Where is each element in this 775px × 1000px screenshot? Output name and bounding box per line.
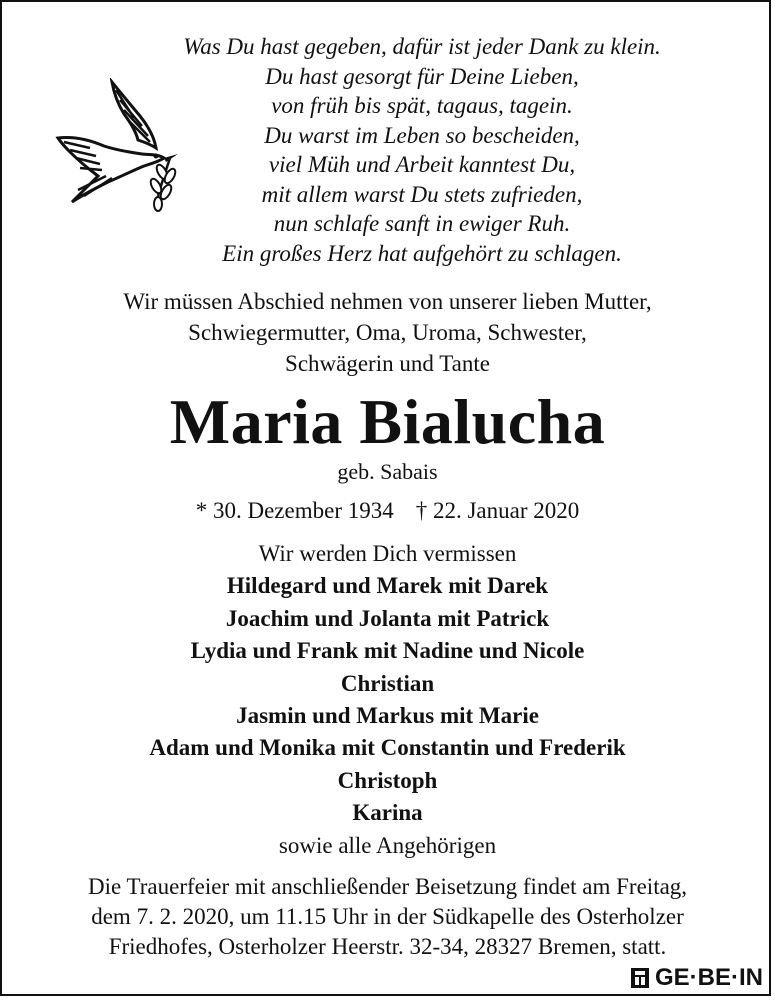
mourners-lead: Wir werden Dich vermissen [258, 541, 517, 566]
poem-line: Ein großes Herz hat aufgehört zu schlagen. [222, 240, 622, 266]
mourner-line: Joachim und Jolanta mit Patrick [225, 605, 550, 631]
intro-line: Schwiegermutter, Oma, Uroma, Schwester, [188, 320, 587, 345]
poem-line: Du warst im Leben so bescheiden, [264, 122, 580, 148]
deceased-name: Maria Bialucha [169, 386, 606, 457]
mourner-line: Karina [352, 800, 423, 826]
birth-name: geb. Sabais [337, 459, 438, 484]
life-dates [2, 498, 773, 524]
poem [102, 32, 742, 268]
service-line: dem 7. 2. 2020, um 11.15 Uhr in der Südkapelle des Osterholzer [91, 904, 684, 929]
mourner-line: Christian [340, 670, 435, 696]
service-line: Die Trauerfeier mit anschließender Beisetzung findet am Freitag, [87, 874, 688, 899]
poem-line: mit allem warst Du stets zufrieden, [261, 181, 583, 207]
birth-date: * 30. Dezember 1934 [195, 498, 394, 523]
service-line: Friedhofes, Osterholzer Heerstr. 32-34, 28327 Bremen, statt. [108, 934, 667, 959]
mourner-line: Adam und Monika mit Constantin und Frederik [149, 735, 626, 761]
poem-line: von früh bis spät, tagaus, tagein. [271, 93, 573, 118]
logo-text: GE·BE·IN [655, 964, 763, 991]
mourners-closing: sowie alle Angehörigen [278, 832, 497, 858]
publisher-logo [629, 964, 763, 992]
gebein-logo-icon [629, 966, 651, 990]
mourner-line: Lydia und Frank mit Nadine und Nicole [190, 638, 585, 664]
death-date: † 22. Januar 2020 [415, 498, 580, 523]
poem-line: Du hast gesorgt für Deine Lieben, [265, 63, 579, 89]
poem-line: viel Müh und Arbeit kanntest Du, [268, 152, 576, 177]
mourner-line: Hildegard und Marek mit Darek [226, 573, 549, 599]
intro-line: Schwägerin und Tante [285, 351, 490, 376]
mourner-line: Christoph [337, 767, 438, 793]
farewell-intro [2, 286, 773, 379]
funeral-service-info [2, 872, 773, 962]
intro-line: Wir müssen Abschied nehmen von unserer lieben Mutter, [123, 289, 652, 314]
mourner-line: Jasmin und Markus mit Marie [236, 703, 539, 729]
mourners-list [2, 538, 773, 862]
poem-line: Was Du hast gegeben, dafür ist jeder Dank zu klein. [183, 34, 661, 59]
poem-line: nun schlafe sanft in ewiger Ruh. [273, 211, 571, 236]
